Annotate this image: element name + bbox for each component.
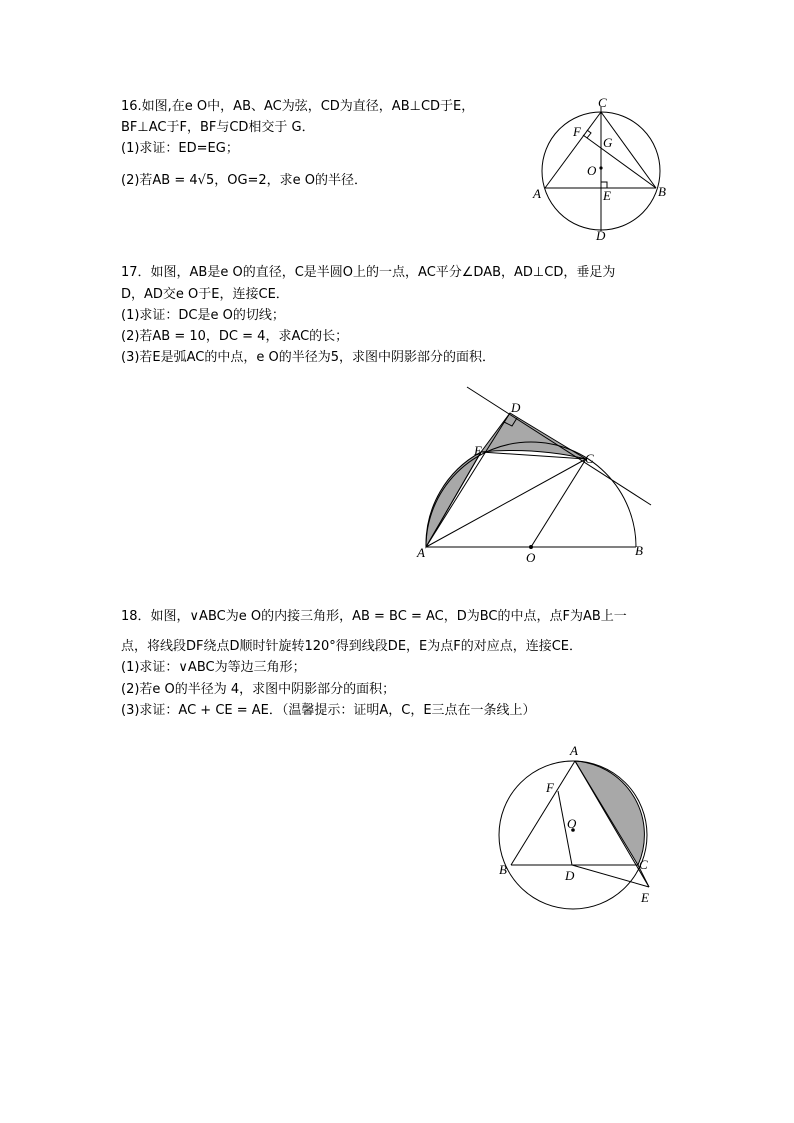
figure-16-label-b: B — [658, 184, 666, 199]
figure-17-semicircle — [426, 442, 636, 547]
figure-16 — [525, 92, 675, 247]
problem-18-line-2: 点，将线段DF绕点D顺时针旋转120°得到线段DE，E为点F的对应点，连接CE． — [121, 639, 583, 654]
figure-16-label-g: G — [603, 135, 613, 150]
figure-16-line-bc — [601, 112, 656, 188]
problem-16-line-3: (1)求证：ED=EG； — [121, 141, 239, 156]
figure-17-label-d: D — [511, 400, 521, 415]
figure-16-label-c: C — [598, 95, 607, 110]
figure-16-center-dot — [599, 166, 602, 169]
figure-17-line-ae — [426, 452, 481, 547]
problem-16-line-4: (2)若AB = 4√5，OG=2，求e O的半径． — [121, 173, 368, 188]
problem-18-line-3: (1)求证：∨ABC为等边三角形； — [121, 660, 306, 675]
figure-17-label-a: A — [417, 545, 425, 560]
figure-17-label-e: E — [474, 443, 482, 458]
figure-18-label-o: O — [567, 816, 577, 831]
figure-16-line-bf — [583, 135, 656, 188]
problem-18-line-5: (3)求证：AC + CE = AE．（温馨提示：证明A，C，E三点在一条线上） — [121, 703, 536, 718]
problem-17-line-3: (1)求证：DC是e O的切线； — [121, 308, 285, 323]
problem-16-line-1: 16.如图,在e O中，AB、AC为弦，CD为直径，AB⊥CD于E， — [121, 99, 475, 114]
problem-17-line-2: D，AD交e O于E，连接CE． — [121, 287, 289, 302]
figure-17-shaded-region-top — [481, 413, 586, 459]
figure-16-label-o: O — [587, 163, 597, 178]
problem-16-line-2: BF⊥AC于F，BF与CD相交于 G． — [121, 120, 315, 135]
figure-16-label-d: D — [596, 228, 606, 243]
figure-18-label-c: C — [639, 857, 648, 872]
figure-17-line-oc — [531, 459, 586, 547]
figure-17-label-o: O — [526, 550, 536, 565]
figure-16-label-f: F — [573, 124, 581, 139]
figure-16-right-angle-f — [587, 130, 591, 138]
figure-18-shaded-segment — [575, 761, 644, 865]
figure-17 — [405, 380, 665, 568]
problem-18-line-4: (2)若e O的半径为 4，求图中阴影部分的面积； — [121, 682, 396, 697]
figure-17-line-ad — [426, 413, 510, 547]
figure-17-label-b: B — [635, 543, 643, 558]
figure-18-label-d: D — [565, 868, 575, 883]
problem-17-line-4: (2)若AB = 10，DC = 4，求AC的长； — [121, 329, 349, 344]
figure-16-label-a: A — [533, 186, 541, 201]
figure-18 — [490, 738, 670, 910]
figure-18-label-e: E — [641, 890, 649, 905]
figure-16-label-e: E — [603, 188, 611, 203]
figure-18-label-f: F — [546, 780, 554, 795]
problem-17-line-5: (3)若E是弧AC的中点，e O的半径为5，求图中阴影部分的面积． — [121, 350, 496, 365]
problem-17-line-1: 17．如图，AB是e O的直径，C是半圆O上的一点，AC平分∠DAB，AD⊥CD，垂足为 — [121, 265, 616, 280]
problem-18-line-1: 18．如图，∨ABC为e O的内接三角形，AB = BC = AC，D为BC的中点，点F为AB上一 — [121, 609, 627, 624]
figure-18-side-ab — [511, 761, 575, 865]
figure-17-center-dot — [529, 545, 533, 549]
figure-18-label-b: B — [499, 862, 507, 877]
figure-18-label-a: A — [570, 743, 578, 758]
figure-17-label-c: C — [585, 451, 594, 466]
